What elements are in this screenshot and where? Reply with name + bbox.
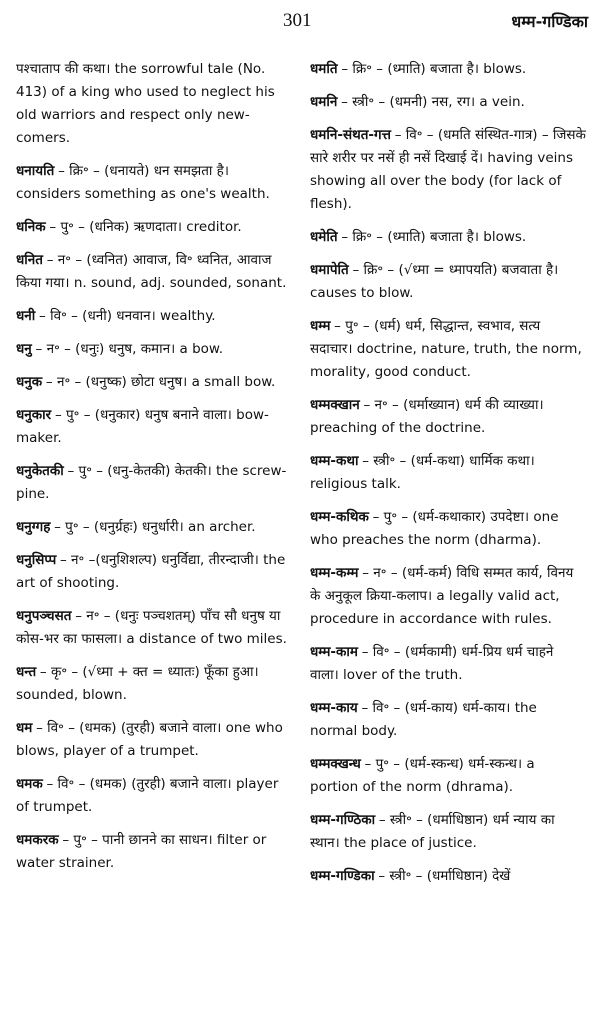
dictionary-entry — [16, 516, 292, 539]
entry-headword: धमक — [16, 776, 43, 792]
entry-headword: धम्मक्खन्ध — [310, 756, 361, 772]
entry-definition: – न॰ – (धनुः पञ्चशतम्) पाँच सौ धनुष या कोस-भर का फासला। a distance of two miles. — [16, 608, 287, 647]
entry-definition: – न॰ – (ध्वनित) आवाज, वि॰ ध्वनित, आवाज किया गया। n. sound, adj. sounded, sonant. — [16, 252, 287, 291]
entry-headword: धनुकेतकी — [16, 463, 64, 479]
entry-definition: – स्त्री॰ – (धर्माधिष्ठान) देखें — [378, 868, 511, 884]
dictionary-entry — [310, 394, 586, 440]
entry-definition: – कृ॰ – (√ध्मा + क्त = ध्यातः) फूँका हुआ। sounded, blown. — [16, 664, 259, 703]
entry-headword: धनुकार — [16, 407, 52, 423]
entry-definition: – न॰ –(धनुशिशल्प) धनुर्विद्या, तीरन्दाजी। the art of shooting. — [16, 552, 286, 591]
entry-headword: धमकरक — [16, 832, 59, 848]
dictionary-entry — [16, 460, 292, 506]
entry-definition: – न॰ – (धनुः) धनुष, कमान। a bow. — [35, 341, 224, 357]
entry-definition: – पु॰ – (धनुकार) धनुष बनाने वाला। bow-maker. — [16, 407, 269, 446]
entry-headword: धम्मक्खान — [310, 397, 360, 413]
dictionary-entry — [310, 506, 586, 552]
entry-definition: – वि॰ – (धमक) (तुरही) बजाने वाला। one who blows, player of a trumpet. — [16, 720, 283, 759]
entry-definition: – स्त्री॰ – (धमनी) नस, रग। a vein. — [341, 94, 525, 110]
entry-headword: धम्म — [310, 318, 331, 334]
entry-headword: धमापेति — [310, 262, 349, 278]
entry-definition: – पु॰ – (धर्म-कथाकार) उपदेष्टा। one who preaches the norm (dharma). — [310, 509, 559, 548]
running-head: धम्म-गण्डिका — [511, 12, 588, 31]
entry-headword: धनी — [16, 308, 36, 324]
entry-headword: धम्म-गण्डिका — [310, 868, 375, 884]
entry-headword: धमनि — [310, 94, 338, 110]
left-column — [16, 58, 292, 885]
dictionary-entry — [16, 549, 292, 595]
entry-definition: – क्रि॰ – (धनायते) धन समझता है। considers something as one's wealth. — [16, 163, 270, 202]
dictionary-entry — [16, 338, 292, 361]
entry-headword: धमति — [310, 61, 338, 77]
dictionary-entry — [16, 249, 292, 295]
entry-definition: – वि॰ – (धर्म-काय) धर्म-काय। the normal body. — [310, 700, 537, 739]
dictionary-entry — [310, 91, 586, 114]
dictionary-entry — [310, 697, 586, 743]
page-header — [0, 6, 600, 34]
entry-definition: – स्त्री॰ – (धर्माधिष्ठान) धर्म न्याय का स्थान। the place of justice. — [310, 812, 555, 851]
dictionary-entry — [16, 404, 292, 450]
entry-headword: धम्म-गण्ठिका — [310, 812, 376, 828]
entry-definition: – पु॰ – (धनिक) ऋणदाता। creditor. — [49, 219, 242, 235]
dictionary-entry — [310, 809, 586, 855]
entry-definition: – वि॰ – (धमति संस्थित-गात्र) – जिसके सारे शरीर पर नसें ही नसें दिखाई दें। having veins showing all over the body (for lack of flesh). — [310, 127, 586, 212]
page-number: 301 — [283, 10, 312, 31]
dictionary-entry — [16, 605, 292, 651]
entry-headword: धनिक — [16, 219, 46, 235]
dictionary-entry — [16, 305, 292, 328]
entry-definition: – क्रि॰ – (ध्माति) बजाता है। blows. — [341, 61, 527, 77]
entry-headword: धनुसिप्प — [16, 552, 57, 568]
entry-headword: धनायति — [16, 163, 55, 179]
dictionary-entry — [310, 641, 586, 687]
entry-definition: – क्रि॰ – (√ध्मा = ध्मापयति) बजवाता है। causes to blow. — [310, 262, 559, 301]
dictionary-entry — [310, 259, 586, 305]
entry-headword: धम्म-कम्म — [310, 565, 359, 581]
entry-definition: – पु॰ – (धनुर्ग्रहः) धनुर्धारी। an archer. — [54, 519, 256, 535]
entry-headword: धमनि-संथत-गत्त — [310, 127, 391, 143]
dictionary-entry — [310, 124, 586, 216]
dictionary-entry — [16, 773, 292, 819]
entry-definition: – न॰ – (धर्म-कर्म) विधि सम्मत कार्य, विनय के अनुकूल क्रिया-कलाप। a legally valid act, procedure in accordance with rules. — [310, 565, 574, 627]
dictionary-entry — [310, 58, 586, 81]
entry-definition: – स्त्री॰ – (धर्म-कथा) धार्मिक कथा। religious talk. — [310, 453, 535, 492]
entry-headword: धनु — [16, 341, 32, 357]
dictionary-entry — [16, 371, 292, 394]
entry-definition: – क्रि॰ – (ध्माति) बजाता है। blows. — [341, 229, 527, 245]
dictionary-entry — [16, 661, 292, 707]
entry-definition: – पु॰ – (धर्म) धर्म, सिद्धान्त, स्वभाव, सत्य सदाचार। doctrine, nature, truth, the norm, morality, good conduct. — [310, 318, 582, 380]
entry-headword: धनुपञ्चसत — [16, 608, 72, 624]
entry-headword: धम्म-कथिक — [310, 509, 369, 525]
dictionary-entry — [310, 753, 586, 799]
dictionary-entry — [16, 717, 292, 763]
left-entries — [16, 160, 292, 875]
dictionary-entry — [310, 865, 586, 888]
right-entries — [310, 58, 586, 888]
entry-definition: – पु॰ – (धर्म-स्कन्ध) धर्म-स्कन्ध। a portion of the norm (dhrama). — [310, 756, 535, 795]
dictionary-entry — [16, 160, 292, 206]
entry-definition: – वि॰ – (धमक) (तुरही) बजाने वाला। player of trumpet. — [16, 776, 279, 815]
entry-definition: – वि॰ – (धर्मकामी) धर्म-प्रिय धर्म चाहने वाला। lover of the truth. — [310, 644, 554, 683]
entry-headword: धम्म-कथा — [310, 453, 359, 469]
dictionary-entry — [16, 216, 292, 239]
entry-definition: – पु॰ – (धनु-केतकी) केतकी। the screw-pine. — [16, 463, 287, 502]
entry-headword: धम — [16, 720, 33, 736]
entry-headword: धनुग्गह — [16, 519, 51, 535]
right-column — [310, 58, 586, 898]
dictionary-entry — [310, 315, 586, 384]
entry-definition: – वि॰ – (धनी) धनवान। wealthy. — [39, 308, 216, 324]
entry-headword: धनुक — [16, 374, 43, 390]
dictionary-entry — [310, 450, 586, 496]
entry-headword: धन्त — [16, 664, 37, 680]
entry-headword: धमेति — [310, 229, 338, 245]
dictionary-entry — [310, 562, 586, 631]
continuation-text: पश्चाताप की कथा। the sorrowful tale (No. 413) of a king who used to neglect his old warriors and respect only new-comers. — [16, 61, 275, 146]
entry-definition: – न॰ – (धर्माख्यान) धर्म की व्याख्या। preaching of the doctrine. — [310, 397, 544, 436]
entry-headword: धनित — [16, 252, 43, 268]
entry-definition: – पु॰ – पानी छानने का साधन। filter or water strainer. — [16, 832, 267, 871]
entry-headword: धम्म-काय — [310, 700, 358, 716]
dictionary-entry — [16, 829, 292, 875]
entry-headword: धम्म-काम — [310, 644, 358, 660]
entry-definition: – न॰ – (धनुष्क) छोटा धनुष। a small bow. — [45, 374, 276, 390]
dictionary-entry — [310, 226, 586, 249]
